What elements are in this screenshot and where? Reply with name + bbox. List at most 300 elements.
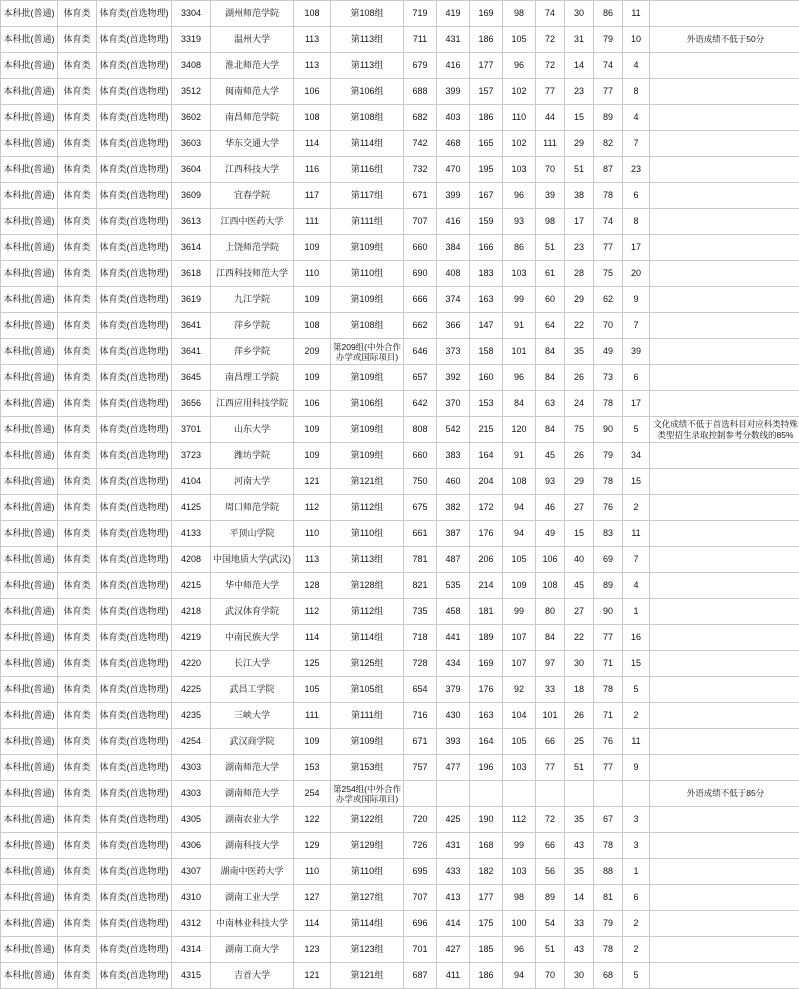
cell-score_c[interactable]: 107 <box>503 625 536 651</box>
cell-school[interactable]: 武昌工学院 <box>211 677 294 703</box>
cell-score_b[interactable]: 163 <box>470 287 503 313</box>
cell-subject_group[interactable]: 体育类(首选物理) <box>97 339 172 365</box>
cell-code[interactable]: 4303 <box>172 781 211 807</box>
cell-school[interactable]: 闽南师范大学 <box>211 79 294 105</box>
cell-remark[interactable] <box>650 885 799 911</box>
cell-score_b[interactable]: 186 <box>470 105 503 131</box>
cell-school[interactable]: 长江大学 <box>211 651 294 677</box>
cell-group[interactable]: 第123组 <box>331 937 404 963</box>
cell-score_b[interactable]: 185 <box>470 937 503 963</box>
cell-score_d[interactable]: 39 <box>536 183 565 209</box>
cell-group[interactable]: 第114组 <box>331 911 404 937</box>
cell-score_a[interactable]: 382 <box>437 495 470 521</box>
cell-score_g[interactable]: 3 <box>623 807 650 833</box>
cell-plan[interactable]: 114 <box>294 625 331 651</box>
cell-score_g[interactable]: 23 <box>623 157 650 183</box>
cell-school[interactable]: 淮北师范大学 <box>211 53 294 79</box>
cell-group[interactable]: 第108组 <box>331 1 404 27</box>
cell-score_f[interactable]: 74 <box>594 209 623 235</box>
cell-total[interactable]: 654 <box>404 677 437 703</box>
cell-score_d[interactable] <box>536 781 565 807</box>
cell-score_e[interactable]: 30 <box>565 651 594 677</box>
cell-code[interactable]: 4208 <box>172 547 211 573</box>
cell-score_a[interactable]: 399 <box>437 183 470 209</box>
cell-remark[interactable] <box>650 521 799 547</box>
cell-score_c[interactable]: 98 <box>503 885 536 911</box>
cell-score_g[interactable]: 15 <box>623 469 650 495</box>
cell-school[interactable]: 山东大学 <box>211 417 294 443</box>
cell-plan[interactable]: 110 <box>294 521 331 547</box>
cell-score_c[interactable]: 103 <box>503 755 536 781</box>
cell-score_d[interactable]: 56 <box>536 859 565 885</box>
cell-remark[interactable] <box>650 313 799 339</box>
cell-code[interactable]: 4104 <box>172 469 211 495</box>
cell-batch[interactable]: 本科批(普通) <box>1 417 58 443</box>
cell-plan[interactable]: 125 <box>294 651 331 677</box>
cell-category[interactable]: 体育类 <box>58 391 97 417</box>
cell-subject_group[interactable]: 体育类(首选物理) <box>97 235 172 261</box>
cell-score_d[interactable]: 72 <box>536 27 565 53</box>
table-row[interactable] <box>1 27 799 53</box>
cell-subject_group[interactable]: 体育类(首选物理) <box>97 755 172 781</box>
cell-score_b[interactable]: 206 <box>470 547 503 573</box>
cell-score_e[interactable]: 40 <box>565 547 594 573</box>
cell-score_b[interactable]: 147 <box>470 313 503 339</box>
cell-score_f[interactable]: 73 <box>594 365 623 391</box>
cell-school[interactable]: 华东交通大学 <box>211 131 294 157</box>
cell-batch[interactable]: 本科批(普通) <box>1 599 58 625</box>
cell-score_b[interactable]: 215 <box>470 417 503 443</box>
cell-score_f[interactable]: 74 <box>594 53 623 79</box>
cell-total[interactable]: 646 <box>404 339 437 365</box>
cell-score_c[interactable]: 99 <box>503 833 536 859</box>
table-row[interactable] <box>1 729 799 755</box>
cell-plan[interactable]: 129 <box>294 833 331 859</box>
cell-total[interactable]: 821 <box>404 573 437 599</box>
cell-score_f[interactable]: 49 <box>594 339 623 365</box>
cell-category[interactable]: 体育类 <box>58 417 97 443</box>
cell-score_e[interactable]: 43 <box>565 937 594 963</box>
cell-score_c[interactable]: 94 <box>503 495 536 521</box>
cell-total[interactable]: 726 <box>404 833 437 859</box>
cell-subject_group[interactable]: 体育类(首选物理) <box>97 261 172 287</box>
cell-code[interactable]: 3656 <box>172 391 211 417</box>
cell-score_d[interactable]: 70 <box>536 963 565 989</box>
cell-group[interactable]: 第105组 <box>331 677 404 703</box>
cell-batch[interactable]: 本科批(普通) <box>1 469 58 495</box>
cell-score_f[interactable]: 86 <box>594 1 623 27</box>
cell-code[interactable]: 3603 <box>172 131 211 157</box>
cell-score_c[interactable]: 103 <box>503 859 536 885</box>
cell-total[interactable]: 728 <box>404 651 437 677</box>
cell-score_e[interactable]: 18 <box>565 677 594 703</box>
cell-code[interactable]: 4218 <box>172 599 211 625</box>
cell-plan[interactable]: 116 <box>294 157 331 183</box>
cell-score_f[interactable]: 82 <box>594 131 623 157</box>
cell-score_e[interactable]: 35 <box>565 339 594 365</box>
table-row[interactable] <box>1 287 799 313</box>
cell-score_f[interactable]: 89 <box>594 573 623 599</box>
cell-remark[interactable] <box>650 391 799 417</box>
cell-batch[interactable]: 本科批(普通) <box>1 105 58 131</box>
cell-group[interactable]: 第106组 <box>331 79 404 105</box>
cell-total[interactable]: 660 <box>404 235 437 261</box>
table-row[interactable] <box>1 625 799 651</box>
cell-score_a[interactable]: 433 <box>437 859 470 885</box>
cell-score_a[interactable]: 393 <box>437 729 470 755</box>
cell-plan[interactable]: 108 <box>294 1 331 27</box>
cell-remark[interactable] <box>650 755 799 781</box>
cell-subject_group[interactable]: 体育类(首选物理) <box>97 391 172 417</box>
table-row[interactable] <box>1 963 799 989</box>
cell-score_g[interactable]: 11 <box>623 1 650 27</box>
cell-plan[interactable]: 109 <box>294 729 331 755</box>
cell-plan[interactable]: 109 <box>294 417 331 443</box>
cell-subject_group[interactable]: 体育类(首选物理) <box>97 443 172 469</box>
cell-score_d[interactable]: 70 <box>536 157 565 183</box>
cell-category[interactable]: 体育类 <box>58 651 97 677</box>
cell-group[interactable]: 第109组 <box>331 287 404 313</box>
cell-score_c[interactable]: 105 <box>503 729 536 755</box>
cell-subject_group[interactable]: 体育类(首选物理) <box>97 625 172 651</box>
cell-score_c[interactable]: 100 <box>503 911 536 937</box>
cell-score_f[interactable]: 81 <box>594 885 623 911</box>
cell-score_c[interactable]: 110 <box>503 105 536 131</box>
cell-group[interactable]: 第109组 <box>331 443 404 469</box>
cell-score_c[interactable]: 84 <box>503 391 536 417</box>
cell-score_b[interactable]: 189 <box>470 625 503 651</box>
table-row[interactable] <box>1 235 799 261</box>
cell-remark[interactable] <box>650 131 799 157</box>
cell-score_b[interactable]: 181 <box>470 599 503 625</box>
cell-score_c[interactable]: 108 <box>503 469 536 495</box>
cell-score_a[interactable]: 416 <box>437 53 470 79</box>
table-row[interactable] <box>1 651 799 677</box>
cell-score_e[interactable]: 30 <box>565 963 594 989</box>
cell-score_d[interactable]: 33 <box>536 677 565 703</box>
cell-category[interactable]: 体育类 <box>58 313 97 339</box>
cell-score_a[interactable]: 425 <box>437 807 470 833</box>
cell-score_d[interactable]: 77 <box>536 755 565 781</box>
cell-score_b[interactable]: 169 <box>470 651 503 677</box>
table-row[interactable] <box>1 599 799 625</box>
cell-category[interactable]: 体育类 <box>58 521 97 547</box>
cell-score_d[interactable]: 80 <box>536 599 565 625</box>
cell-group[interactable]: 第111组 <box>331 209 404 235</box>
cell-subject_group[interactable]: 体育类(首选物理) <box>97 859 172 885</box>
cell-plan[interactable]: 153 <box>294 755 331 781</box>
cell-score_c[interactable]: 105 <box>503 27 536 53</box>
cell-score_a[interactable]: 487 <box>437 547 470 573</box>
cell-score_f[interactable]: 78 <box>594 391 623 417</box>
cell-score_d[interactable]: 77 <box>536 79 565 105</box>
cell-category[interactable]: 体育类 <box>58 885 97 911</box>
cell-code[interactable]: 4254 <box>172 729 211 755</box>
cell-category[interactable]: 体育类 <box>58 339 97 365</box>
cell-remark[interactable] <box>650 911 799 937</box>
cell-score_a[interactable] <box>437 781 470 807</box>
cell-group[interactable]: 第113组 <box>331 547 404 573</box>
cell-plan[interactable]: 114 <box>294 131 331 157</box>
cell-score_c[interactable]: 96 <box>503 183 536 209</box>
cell-school[interactable]: 江西应用科技学院 <box>211 391 294 417</box>
cell-batch[interactable]: 本科批(普通) <box>1 131 58 157</box>
cell-score_e[interactable]: 75 <box>565 417 594 443</box>
cell-score_f[interactable]: 87 <box>594 157 623 183</box>
cell-score_c[interactable] <box>503 781 536 807</box>
cell-category[interactable]: 体育类 <box>58 625 97 651</box>
cell-score_f[interactable]: 62 <box>594 287 623 313</box>
cell-subject_group[interactable]: 体育类(首选物理) <box>97 651 172 677</box>
cell-total[interactable]: 742 <box>404 131 437 157</box>
cell-total[interactable]: 716 <box>404 703 437 729</box>
table-row[interactable] <box>1 885 799 911</box>
cell-category[interactable]: 体育类 <box>58 235 97 261</box>
cell-group[interactable]: 第111组 <box>331 703 404 729</box>
cell-score_b[interactable]: 169 <box>470 1 503 27</box>
cell-score_g[interactable]: 7 <box>623 131 650 157</box>
cell-plan[interactable]: 254 <box>294 781 331 807</box>
table-row[interactable] <box>1 859 799 885</box>
cell-total[interactable]: 662 <box>404 313 437 339</box>
cell-group[interactable]: 第128组 <box>331 573 404 599</box>
cell-score_f[interactable]: 77 <box>594 235 623 261</box>
cell-remark[interactable]: 外语成绩不低于50分 <box>650 27 799 53</box>
cell-score_e[interactable]: 25 <box>565 729 594 755</box>
cell-score_a[interactable]: 399 <box>437 79 470 105</box>
cell-code[interactable]: 3609 <box>172 183 211 209</box>
cell-remark[interactable] <box>650 859 799 885</box>
cell-total[interactable]: 732 <box>404 157 437 183</box>
cell-score_d[interactable]: 93 <box>536 469 565 495</box>
cell-plan[interactable]: 111 <box>294 703 331 729</box>
cell-school[interactable]: 湖南中医药大学 <box>211 859 294 885</box>
cell-score_a[interactable]: 414 <box>437 911 470 937</box>
cell-score_f[interactable]: 76 <box>594 729 623 755</box>
cell-batch[interactable]: 本科批(普通) <box>1 365 58 391</box>
cell-score_b[interactable]: 164 <box>470 443 503 469</box>
cell-plan[interactable]: 128 <box>294 573 331 599</box>
cell-batch[interactable]: 本科批(普通) <box>1 521 58 547</box>
cell-total[interactable]: 660 <box>404 443 437 469</box>
cell-score_a[interactable]: 458 <box>437 599 470 625</box>
cell-score_e[interactable]: 30 <box>565 1 594 27</box>
cell-score_g[interactable]: 5 <box>623 963 650 989</box>
cell-remark[interactable] <box>650 261 799 287</box>
cell-total[interactable]: 688 <box>404 79 437 105</box>
cell-score_a[interactable]: 468 <box>437 131 470 157</box>
cell-school[interactable]: 温州大学 <box>211 27 294 53</box>
cell-batch[interactable]: 本科批(普通) <box>1 261 58 287</box>
cell-code[interactable]: 3723 <box>172 443 211 469</box>
cell-school[interactable]: 江西科技大学 <box>211 157 294 183</box>
cell-batch[interactable]: 本科批(普通) <box>1 235 58 261</box>
cell-group[interactable]: 第125组 <box>331 651 404 677</box>
cell-score_a[interactable]: 379 <box>437 677 470 703</box>
cell-score_b[interactable]: 167 <box>470 183 503 209</box>
cell-batch[interactable]: 本科批(普通) <box>1 755 58 781</box>
cell-score_e[interactable]: 24 <box>565 391 594 417</box>
cell-school[interactable]: 九江学院 <box>211 287 294 313</box>
cell-school[interactable]: 湖南师范大学 <box>211 755 294 781</box>
cell-school[interactable]: 宜春学院 <box>211 183 294 209</box>
cell-group[interactable]: 第106组 <box>331 391 404 417</box>
cell-score_c[interactable]: 91 <box>503 443 536 469</box>
cell-score_a[interactable]: 416 <box>437 209 470 235</box>
cell-score_c[interactable]: 94 <box>503 521 536 547</box>
cell-code[interactable]: 3602 <box>172 105 211 131</box>
cell-category[interactable]: 体育类 <box>58 833 97 859</box>
cell-score_f[interactable]: 79 <box>594 911 623 937</box>
cell-group[interactable]: 第122组 <box>331 807 404 833</box>
cell-category[interactable]: 体育类 <box>58 365 97 391</box>
cell-score_c[interactable]: 91 <box>503 313 536 339</box>
cell-score_e[interactable]: 22 <box>565 313 594 339</box>
cell-school[interactable]: 潍坊学院 <box>211 443 294 469</box>
cell-score_b[interactable]: 176 <box>470 521 503 547</box>
cell-score_c[interactable]: 94 <box>503 963 536 989</box>
cell-batch[interactable]: 本科批(普通) <box>1 651 58 677</box>
cell-code[interactable]: 4303 <box>172 755 211 781</box>
cell-score_e[interactable]: 23 <box>565 235 594 261</box>
table-row[interactable] <box>1 495 799 521</box>
cell-plan[interactable]: 108 <box>294 105 331 131</box>
cell-score_c[interactable]: 99 <box>503 287 536 313</box>
cell-score_f[interactable]: 71 <box>594 651 623 677</box>
table-row[interactable] <box>1 547 799 573</box>
table-row[interactable] <box>1 677 799 703</box>
cell-score_g[interactable]: 17 <box>623 235 650 261</box>
cell-score_b[interactable]: 153 <box>470 391 503 417</box>
cell-group[interactable]: 第112组 <box>331 495 404 521</box>
cell-score_g[interactable]: 7 <box>623 313 650 339</box>
cell-school[interactable]: 中国地质大学(武汉) <box>211 547 294 573</box>
cell-score_d[interactable]: 51 <box>536 937 565 963</box>
cell-score_c[interactable]: 96 <box>503 937 536 963</box>
cell-remark[interactable] <box>650 703 799 729</box>
cell-total[interactable]: 718 <box>404 625 437 651</box>
cell-group[interactable]: 第110组 <box>331 859 404 885</box>
cell-score_d[interactable]: 84 <box>536 365 565 391</box>
cell-score_d[interactable]: 46 <box>536 495 565 521</box>
cell-plan[interactable]: 106 <box>294 391 331 417</box>
cell-plan[interactable]: 106 <box>294 79 331 105</box>
cell-score_g[interactable]: 4 <box>623 53 650 79</box>
cell-school[interactable]: 华中师范大学 <box>211 573 294 599</box>
cell-score_e[interactable]: 29 <box>565 131 594 157</box>
cell-code[interactable]: 3641 <box>172 339 211 365</box>
cell-score_a[interactable]: 411 <box>437 963 470 989</box>
cell-subject_group[interactable]: 体育类(首选物理) <box>97 911 172 937</box>
table-row[interactable] <box>1 469 799 495</box>
cell-remark[interactable] <box>650 469 799 495</box>
cell-subject_group[interactable]: 体育类(首选物理) <box>97 417 172 443</box>
cell-school[interactable]: 湖州师范学院 <box>211 1 294 27</box>
cell-score_b[interactable]: 177 <box>470 885 503 911</box>
cell-score_a[interactable]: 535 <box>437 573 470 599</box>
cell-group[interactable]: 第110组 <box>331 261 404 287</box>
cell-score_e[interactable]: 35 <box>565 807 594 833</box>
cell-score_b[interactable]: 159 <box>470 209 503 235</box>
cell-subject_group[interactable]: 体育类(首选物理) <box>97 105 172 131</box>
cell-score_d[interactable]: 54 <box>536 911 565 937</box>
cell-batch[interactable]: 本科批(普通) <box>1 937 58 963</box>
cell-score_e[interactable]: 15 <box>565 521 594 547</box>
cell-group[interactable]: 第114组 <box>331 131 404 157</box>
cell-score_b[interactable]: 186 <box>470 27 503 53</box>
cell-group[interactable]: 第127组 <box>331 885 404 911</box>
cell-remark[interactable] <box>650 53 799 79</box>
cell-total[interactable]: 707 <box>404 209 437 235</box>
cell-subject_group[interactable]: 体育类(首选物理) <box>97 469 172 495</box>
cell-total[interactable]: 711 <box>404 27 437 53</box>
cell-score_f[interactable]: 67 <box>594 807 623 833</box>
cell-score_e[interactable]: 26 <box>565 443 594 469</box>
cell-score_e[interactable] <box>565 781 594 807</box>
cell-category[interactable]: 体育类 <box>58 131 97 157</box>
cell-total[interactable]: 661 <box>404 521 437 547</box>
cell-category[interactable]: 体育类 <box>58 27 97 53</box>
cell-subject_group[interactable]: 体育类(首选物理) <box>97 729 172 755</box>
cell-score_d[interactable]: 44 <box>536 105 565 131</box>
cell-score_b[interactable]: 190 <box>470 807 503 833</box>
cell-score_f[interactable]: 78 <box>594 833 623 859</box>
cell-score_f[interactable]: 77 <box>594 625 623 651</box>
cell-score_c[interactable]: 98 <box>503 1 536 27</box>
cell-score_e[interactable]: 51 <box>565 755 594 781</box>
cell-school[interactable]: 江西中医药大学 <box>211 209 294 235</box>
cell-code[interactable]: 4220 <box>172 651 211 677</box>
cell-score_c[interactable]: 99 <box>503 599 536 625</box>
cell-category[interactable]: 体育类 <box>58 495 97 521</box>
table-row[interactable] <box>1 209 799 235</box>
cell-group[interactable]: 第121组 <box>331 963 404 989</box>
cell-batch[interactable]: 本科批(普通) <box>1 313 58 339</box>
cell-code[interactable]: 4125 <box>172 495 211 521</box>
cell-batch[interactable]: 本科批(普通) <box>1 495 58 521</box>
cell-group[interactable]: 第108组 <box>331 105 404 131</box>
cell-remark[interactable] <box>650 573 799 599</box>
table-row[interactable] <box>1 157 799 183</box>
cell-code[interactable]: 3618 <box>172 261 211 287</box>
cell-code[interactable]: 3619 <box>172 287 211 313</box>
table-row[interactable] <box>1 131 799 157</box>
cell-batch[interactable]: 本科批(普通) <box>1 157 58 183</box>
cell-score_f[interactable]: 77 <box>594 79 623 105</box>
cell-remark[interactable] <box>650 1 799 27</box>
cell-category[interactable]: 体育类 <box>58 157 97 183</box>
cell-score_c[interactable]: 86 <box>503 235 536 261</box>
cell-score_g[interactable]: 2 <box>623 495 650 521</box>
table-row[interactable] <box>1 755 799 781</box>
cell-subject_group[interactable]: 体育类(首选物理) <box>97 937 172 963</box>
cell-score_a[interactable]: 387 <box>437 521 470 547</box>
cell-batch[interactable]: 本科批(普通) <box>1 27 58 53</box>
cell-group[interactable]: 第117组 <box>331 183 404 209</box>
cell-total[interactable]: 719 <box>404 1 437 27</box>
cell-school[interactable]: 湖南师范大学 <box>211 781 294 807</box>
cell-total[interactable]: 808 <box>404 417 437 443</box>
cell-total[interactable]: 781 <box>404 547 437 573</box>
cell-score_e[interactable]: 31 <box>565 27 594 53</box>
cell-remark[interactable] <box>650 183 799 209</box>
cell-batch[interactable]: 本科批(普通) <box>1 339 58 365</box>
cell-score_a[interactable]: 434 <box>437 651 470 677</box>
cell-subject_group[interactable]: 体育类(首选物理) <box>97 885 172 911</box>
cell-group[interactable]: 第129组 <box>331 833 404 859</box>
cell-batch[interactable]: 本科批(普通) <box>1 781 58 807</box>
cell-remark[interactable] <box>650 105 799 131</box>
